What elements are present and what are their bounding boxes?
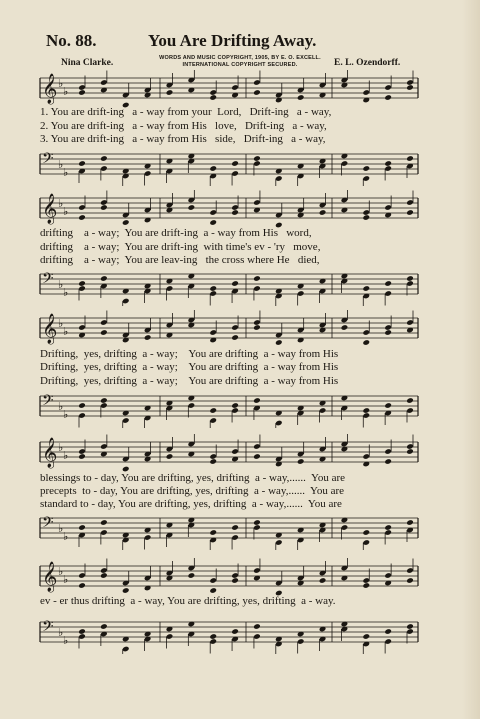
note-head	[362, 633, 370, 640]
composer-credit: E. L. Ozendorff.	[334, 58, 401, 68]
verse-line: drifting a - way; You are drift-ing with time's ev - 'ry move,	[40, 241, 321, 253]
note-head	[406, 397, 414, 404]
key-signature-flat-icon: ♭	[63, 530, 69, 543]
note-head	[78, 402, 86, 409]
treble-clef-icon: 𝄞	[42, 438, 58, 468]
note-head	[253, 155, 261, 162]
treble-staff-system-4	[0, 434, 480, 474]
note-head	[78, 214, 86, 221]
copyright-line-1: WORDS AND MUSIC COPYRIGHT, 1905, BY E. O. EXCELL.	[159, 55, 321, 61]
note-head	[406, 84, 414, 91]
verse-line: Drifting, yes, drifting a - way; You are drifting a - way from His	[40, 361, 339, 373]
treble-staff-system-1	[0, 70, 480, 110]
note-head	[253, 275, 261, 282]
note-head	[78, 89, 86, 96]
verse-line: drifting a - way; You are drift-ing a - way from His word,	[40, 227, 312, 239]
key-signature-flat-icon: ♭	[63, 205, 69, 218]
note-head	[384, 160, 392, 167]
note-head	[144, 334, 152, 341]
note-head	[209, 285, 217, 292]
note-head	[362, 582, 370, 589]
note-head	[275, 339, 283, 346]
treble-staff-system-2	[0, 190, 480, 230]
note-head	[209, 458, 217, 465]
note-head	[231, 628, 239, 635]
note-head	[122, 219, 130, 226]
note-head	[78, 453, 86, 460]
note-head	[100, 275, 108, 282]
key-signature-flat-icon: ♭	[58, 158, 64, 171]
note-head	[362, 165, 370, 172]
note-head	[406, 623, 414, 630]
bass-clef-icon: 𝄢	[42, 392, 54, 413]
treble-clef-icon: 𝄞	[42, 194, 58, 224]
note-head	[78, 628, 86, 635]
key-signature-flat-icon: ♭	[58, 278, 64, 291]
note-head	[231, 160, 239, 167]
note-head	[384, 458, 392, 465]
note-head	[231, 402, 239, 409]
note-head	[209, 219, 217, 226]
verse-line: Drifting, yes, drifting a - way; You are drifting a - way from His	[40, 375, 339, 387]
note-head	[406, 275, 414, 282]
verse-line: standard to - day, You are drifting, yes, drifting a - way,...... You are	[40, 498, 342, 510]
note-head	[188, 572, 196, 579]
note-head	[362, 214, 370, 221]
lyricist-credit: Nina Clarke.	[61, 58, 114, 68]
note-head	[78, 280, 86, 287]
treble-clef-icon: 𝄞	[42, 562, 58, 592]
note-head	[100, 397, 108, 404]
key-signature-flat-icon: ♭	[58, 197, 64, 210]
bass-clef-icon: 𝄢	[42, 150, 54, 171]
hymn-number: No. 88.	[46, 31, 97, 50]
hymn-title: You Are Drifting Away.	[148, 31, 317, 50]
verse-line: Drifting, yes, drifting a - way; You are drifting a - way from His	[40, 348, 339, 360]
key-signature-flat-icon: ♭	[58, 626, 64, 639]
key-signature-flat-icon: ♭	[63, 286, 69, 299]
key-signature-flat-icon: ♭	[63, 166, 69, 179]
key-signature-flat-icon: ♭	[63, 634, 69, 647]
note-head	[297, 94, 305, 101]
note-head	[78, 524, 86, 531]
note-head	[297, 458, 305, 465]
bass-staff-system-5	[0, 614, 480, 654]
note-head	[341, 324, 349, 331]
bass-clef-icon: 𝄢	[42, 514, 54, 535]
key-signature-flat-icon: ♭	[58, 441, 64, 454]
treble-clef-icon: 𝄞	[42, 314, 58, 344]
key-signature-flat-icon: ♭	[63, 573, 69, 586]
note-head	[209, 529, 217, 536]
note-head	[231, 209, 239, 216]
bass-staff-system-3	[0, 388, 480, 428]
note-head	[406, 577, 414, 584]
note-head	[406, 209, 414, 216]
note-head	[209, 633, 217, 640]
note-head	[406, 448, 414, 455]
note-head	[78, 582, 86, 589]
copyright-line-2: INTERNATIONAL COPYRIGHT SECURED.	[182, 62, 298, 68]
note-head	[384, 524, 392, 531]
key-signature-flat-icon: ♭	[58, 317, 64, 330]
note-head	[253, 324, 261, 331]
note-head	[100, 623, 108, 630]
note-head	[362, 339, 370, 346]
note-head	[362, 285, 370, 292]
note-head	[253, 623, 261, 630]
bass-staff-system-1	[0, 146, 480, 186]
note-head	[209, 587, 217, 594]
note-head	[188, 204, 196, 211]
treble-staff-system-3	[0, 310, 480, 350]
note-head	[384, 280, 392, 287]
verse-line: drifting a - way; You are leav-ing the cross where He died,	[40, 254, 320, 266]
note-head	[100, 329, 108, 336]
note-head	[166, 89, 174, 96]
note-head	[384, 402, 392, 409]
key-signature-flat-icon: ♭	[63, 449, 69, 462]
note-head	[406, 519, 414, 526]
treble-clef-icon: 𝄞	[42, 74, 58, 104]
note-head	[209, 407, 217, 414]
note-head	[253, 519, 261, 526]
key-signature-flat-icon: ♭	[58, 522, 64, 535]
note-head	[100, 572, 108, 579]
key-signature-flat-icon: ♭	[63, 408, 69, 421]
note-head	[100, 155, 108, 162]
note-head	[122, 587, 130, 594]
note-head	[362, 529, 370, 536]
verse-line: blessings to - day, You are drifting, yes, drifting a - way,...... You are	[40, 472, 346, 484]
verse-line: 2. You are drift-ing a - way from His love, Drift-ing a - way,	[40, 120, 327, 132]
note-head	[319, 577, 327, 584]
note-head	[384, 94, 392, 101]
note-head	[166, 453, 174, 460]
note-head	[406, 155, 414, 162]
note-head	[253, 397, 261, 404]
note-head	[78, 160, 86, 167]
note-head	[231, 280, 239, 287]
verse-line: 1. You are drift-ing a - way from your Lord, Drift-ing a - way,	[40, 106, 332, 118]
verse-line: precepts to - day, You are drifting, yes, drifting a - way,...... You are	[40, 485, 345, 497]
key-signature-flat-icon: ♭	[63, 325, 69, 338]
note-head	[253, 89, 261, 96]
note-head	[231, 334, 239, 341]
note-head	[253, 453, 261, 460]
note-head	[100, 519, 108, 526]
note-head	[384, 329, 392, 336]
bass-clef-icon: 𝄢	[42, 270, 54, 291]
key-signature-flat-icon: ♭	[63, 85, 69, 98]
note-head	[100, 204, 108, 211]
bass-clef-icon: 𝄢	[42, 618, 54, 639]
verse-line: ev - er thus drifting a - way, You are drifting, yes, drifting a - way.	[40, 595, 336, 607]
note-head	[231, 577, 239, 584]
treble-staff-system-5	[0, 558, 480, 598]
bass-staff-system-2	[0, 266, 480, 306]
note-head	[209, 165, 217, 172]
note-head	[362, 407, 370, 414]
key-signature-flat-icon: ♭	[58, 400, 64, 413]
verse-line: 3. You are drift-ing a - way from His side, Drift-ing a - way,	[40, 133, 326, 145]
note-head	[319, 209, 327, 216]
note-head	[231, 524, 239, 531]
key-signature-flat-icon: ♭	[58, 77, 64, 90]
note-head	[209, 94, 217, 101]
note-head	[384, 628, 392, 635]
bass-staff-system-4	[0, 510, 480, 550]
key-signature-flat-icon: ♭	[58, 565, 64, 578]
